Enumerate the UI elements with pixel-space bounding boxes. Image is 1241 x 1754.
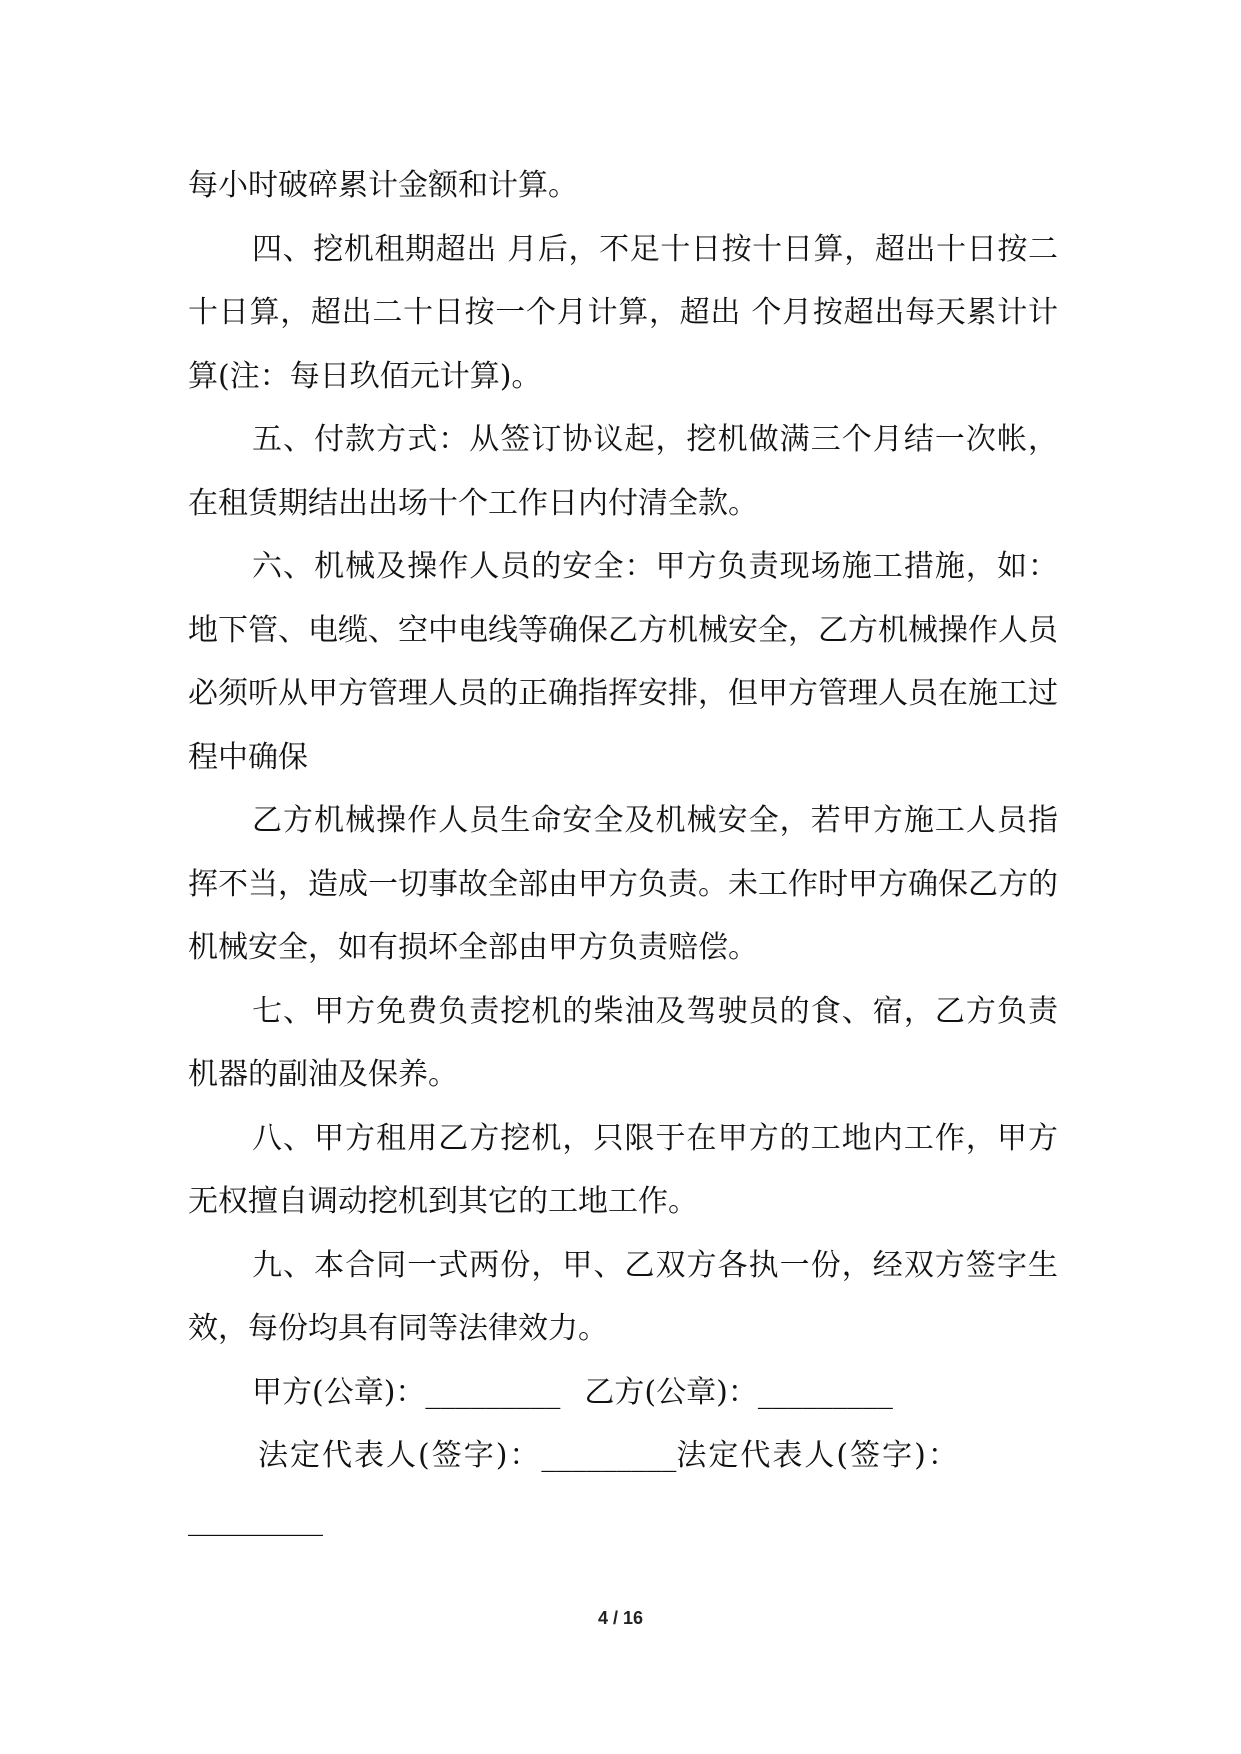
clause-9: 九、本合同一式两份，甲、乙双方各执一份，经双方签字生效，每份均具有同等法律效力。	[188, 1247, 1058, 1346]
clause-6-continued: 乙方机械操作人员生命安全及机械安全，若甲方施工人员指挥不当，造成一切事故全部由甲方负责。未工作时甲方确保乙方的机械安全，如有损坏全部由甲方负责赔偿。	[188, 803, 1058, 965]
clause-7: 七、甲方免费负责挖机的柴油及驾驶员的食、宿，乙方负责机器的副油及保养。	[188, 993, 1058, 1092]
rep-a-blank: _________	[541, 1438, 677, 1473]
contract-text	[188, 154, 1058, 1551]
rep-b-blank-line	[188, 1488, 1058, 1552]
representative-line	[188, 1424, 1058, 1488]
rep-b-label: 法定代表人(签字)：	[676, 1438, 960, 1473]
seal-line	[188, 1361, 1058, 1425]
party-a-seal-blank: _________	[425, 1374, 561, 1410]
rep-a-label: 法定代表人(签字)：	[258, 1438, 542, 1473]
clause-8: 八、甲方租用乙方挖机，只限于在甲方的工地内工作，甲方无权擅自调动挖机到其它的工地工作。	[188, 1120, 1058, 1219]
party-b-seal-label: 乙方(公章)：	[584, 1374, 758, 1410]
party-b-seal-blank: _________	[757, 1374, 893, 1410]
clause-5: 五、付款方式：从签订协议起，挖机做满三个月结一次帐，在租赁期结出出场十个工作日内付清全款。	[188, 422, 1058, 521]
rep-b-blank: _________	[188, 1501, 323, 1537]
paragraph-continuation: 每小时破碎累计金额和计算。	[188, 168, 578, 203]
party-a-seal-label: 甲方(公章)：	[252, 1374, 426, 1410]
page-number: 4 / 16	[597, 1608, 644, 1628]
clause-4: 四、挖机租期超出 月后，不足十日按十日算，超出十日按二十日算，超出二十日按一个月计算，超出 个月按超出每天累计计算(注：每日玖佰元计算)。	[188, 231, 1058, 394]
clause-6: 六、机械及操作人员的安全：甲方负责现场施工措施，如：地下管、电缆、空中电线等确保乙方机械安全，乙方机械操作人员必须听从甲方管理人员的正确指挥安排，但甲方管理人员在施工过程中确保	[188, 549, 1058, 775]
